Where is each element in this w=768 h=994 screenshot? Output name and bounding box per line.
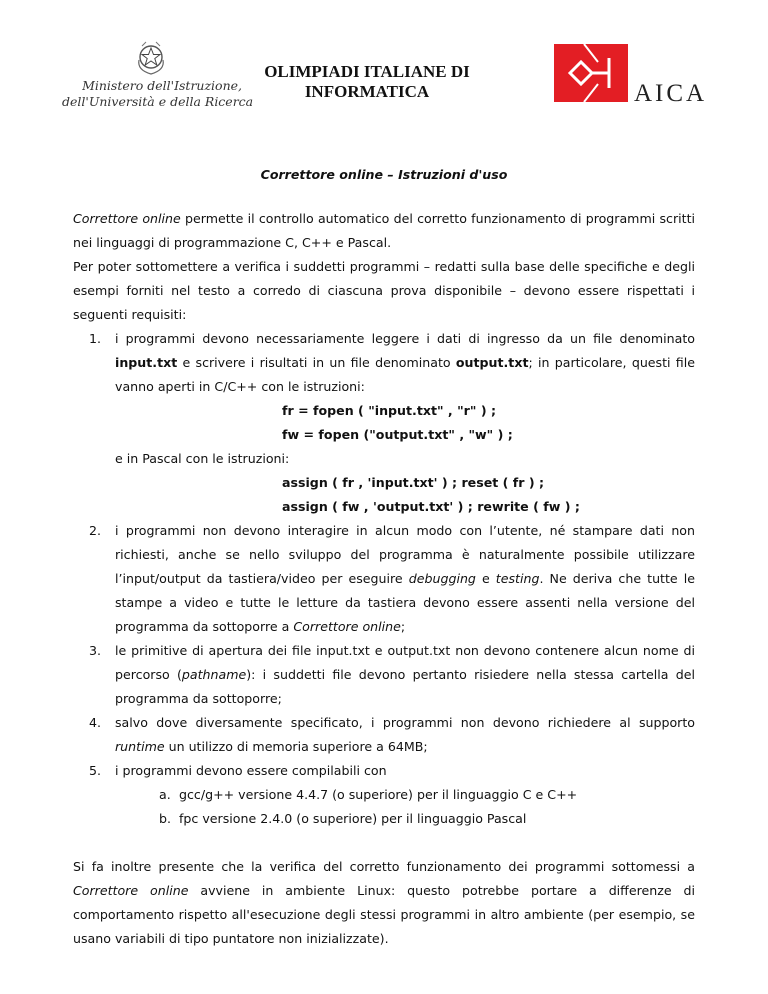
- list-item: [73, 639, 695, 711]
- closing-text-c: avviene in ambiente Linux: questo potrebbe portare a differenze di comportamento rispetto all'esecuzione degli stessi programmi in altro ambiente (per esempio, se usano variabili di tipo puntatore non inizializzate).: [73, 883, 696, 946]
- ministry-name-line2: dell'Università e della Ricerca: [62, 94, 254, 109]
- list-item-number: 3.: [89, 643, 102, 658]
- intro-text: permette il controllo automatico del corretto funzionamento di programmi scritti nei linguaggi di programmazione C, C++ e Pascal.: [73, 211, 696, 250]
- list-item-number: 2.: [89, 523, 102, 538]
- closing-text-a: Si fa inoltre presente che la verifica del corretto funzionamento dei programmi sottomessi a: [73, 859, 695, 874]
- requirements-list: [73, 327, 695, 831]
- intro-paragraph: [73, 207, 695, 255]
- list-item: [73, 759, 695, 831]
- olimpiadi-line1: OLIMPIADI ITALIANE DI: [264, 62, 470, 81]
- item4-text-a: salvo dove diversamente specificato, i programmi non devono richiedere al supporto: [115, 715, 695, 730]
- page-header: [0, 0, 768, 130]
- sublist-item-letter: b.: [159, 811, 171, 826]
- item1-text-e: ; in particolare, questi file vanno aperti in C/C++ con le istruzioni:: [115, 355, 695, 394]
- item4-runtime: runtime: [115, 739, 165, 754]
- output-filename: output.txt: [455, 355, 529, 370]
- item1-text-c: e scrivere i risultati in un file denominato: [177, 355, 456, 370]
- item2-text-a: i programmi non devono interagire in alcun modo con l’utente, né stampare dati non richiesti, anche se nello sviluppo del programma è naturalmente possibile utilizzare l’input/output da tastiera/video per eseguire: [115, 523, 695, 586]
- compiler-sublist: [115, 783, 695, 831]
- item1-text-a: i programmi devono necessariamente leggere i dati di ingresso da un file denominato: [115, 331, 695, 346]
- input-filename: input.txt: [115, 355, 178, 370]
- ministry-name-line1: Ministero dell'Istruzione,: [82, 78, 242, 93]
- item3-text-c: ): i suddetti file devono pertanto risiedere nella stessa cartella del programma da sottoporre;: [115, 667, 695, 706]
- code-line-assign-output: assign ( fw , 'output.txt' ) ; rewrite ( fw ) ;: [282, 499, 580, 514]
- list-item: [73, 519, 695, 639]
- sublist-item-letter: a.: [159, 787, 171, 802]
- item4-text-c: un utilizzo di memoria superiore a 64MB;: [164, 739, 428, 754]
- closing-correttore: Correttore online: [73, 883, 189, 898]
- code-line-fopen-output: fw = fopen ("output.txt" , "w" ) ;: [282, 427, 513, 442]
- sublist-item: [115, 807, 695, 831]
- item2-correttore: Correttore online: [293, 619, 401, 634]
- list-item: [73, 327, 695, 519]
- sublist-item: [115, 783, 695, 807]
- document-body: [73, 163, 695, 951]
- olimpiadi-heading: [260, 62, 474, 102]
- aica-wordmark: AICA: [634, 80, 708, 107]
- list-item-number: 4.: [89, 715, 102, 730]
- item3-text-a: le primitive di apertura dei file input.txt e output.txt non devono contenere alcun nome di percorso (: [115, 643, 695, 682]
- ministry-logo: [62, 40, 254, 110]
- item2-debugging: debugging: [408, 571, 476, 586]
- item3-pathname: pathname: [181, 667, 247, 682]
- olimpiadi-line2: INFORMATICA: [304, 82, 430, 101]
- sublist-item-text: fpc versione 2.4.0 (o superiore) per il linguaggio Pascal: [179, 811, 527, 826]
- item2-text-c: e: [475, 571, 496, 586]
- code-line-assign-input: assign ( fr , 'input.txt' ) ; reset ( fr ) ;: [282, 475, 545, 490]
- list-item: [73, 711, 695, 759]
- item5-text-a: i programmi devono essere compilabili con: [115, 763, 387, 778]
- italian-emblem-icon: [134, 40, 168, 76]
- intro-italic: Correttore online: [73, 211, 181, 226]
- item2-text-g: ;: [400, 619, 406, 634]
- closing-paragraph: [73, 855, 695, 951]
- item2-testing: testing: [495, 571, 540, 586]
- item2-text-e: . Ne deriva che tutte le stampe a video e tutte le letture da tastiera devono essere assenti nella versione del programma da sottoporre a: [115, 571, 695, 634]
- requirements-intro: Per poter sottomettere a verifica i suddetti programmi – redatti sulla base delle specifiche e degli esempi forniti nel testo a corredo di ciascuna prova disponibile – devono essere rispettati i seguenti requisiti:: [73, 259, 695, 322]
- list-item-number: 1.: [89, 331, 102, 346]
- document-title: Correttore online – Istruzioni d'uso: [260, 167, 508, 182]
- paragraph-gap: [73, 831, 695, 855]
- aica-logo-icon: [554, 44, 628, 102]
- sublist-item-text: gcc/g++ versione 4.4.7 (o superiore) per il linguaggio C e C++: [179, 787, 578, 802]
- list-item-number: 5.: [89, 763, 102, 778]
- pascal-intro: e in Pascal con le istruzioni:: [115, 451, 290, 466]
- code-line-fopen-input: fr = fopen ( "input.txt" , "r" ) ;: [282, 403, 496, 418]
